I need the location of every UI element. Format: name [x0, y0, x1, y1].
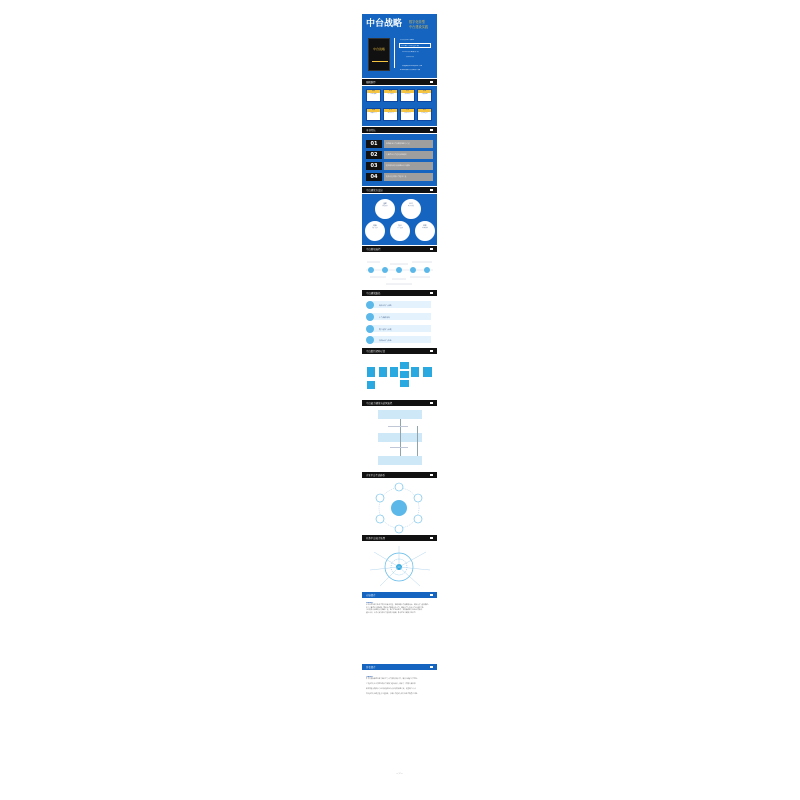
ops-label-line — [388, 426, 408, 427]
org-box — [367, 381, 375, 389]
flow-node — [424, 267, 430, 273]
hero-divider — [394, 38, 395, 68]
feature-text: 系统阐述中台战略的理论与方法 — [384, 140, 433, 148]
section-bar-path — [362, 290, 437, 296]
section-bar-method — [362, 187, 437, 193]
method-circle: 战略 顶层设计 — [374, 198, 396, 220]
hero-title: 中台战略 — [366, 19, 403, 29]
step-dot — [366, 336, 374, 344]
radial-spoke — [380, 567, 399, 586]
org-box — [400, 371, 409, 378]
flow-node — [396, 267, 402, 273]
path-step: 持续运营与优化 — [370, 336, 431, 343]
radial-spoke — [374, 552, 399, 567]
org-box — [411, 367, 419, 377]
section-bar-recommend — [362, 79, 437, 85]
flow-node — [368, 267, 374, 273]
arrow-icon — [430, 474, 433, 476]
hero-desc-1: 中台架构方法论 — [400, 39, 415, 41]
hero-subtitle-1: 数字化转型 — [409, 20, 425, 24]
method-circle: 组织 机制保障 — [414, 220, 436, 242]
process-flow-diagram — [362, 254, 437, 292]
ops-top-box — [378, 410, 422, 419]
hero-tagline-2: 系统讲解中台建设方法 — [400, 69, 421, 71]
product-detail-page — [362, 14, 437, 780]
org-box — [367, 367, 375, 377]
footer-end: — 完 — — [396, 773, 403, 775]
flow-node — [410, 267, 416, 273]
org-box — [379, 367, 387, 377]
arrow-icon — [430, 81, 433, 83]
path-step: 能力建设与落地 — [370, 325, 431, 332]
intro-paragraph: 书中提供可落地的方法论和工具，适合企业管理者、架构师和数字化从业者阅读。 — [366, 610, 424, 612]
author-paragraph: 擅长将复杂的技术与业务问题转化为可执行的落地方案，深受客户认可。 — [366, 689, 418, 691]
arrow-icon — [430, 666, 433, 668]
feature-text: 覆盖规划设计到落地运营全流程 — [384, 162, 433, 170]
intro-text — [366, 602, 433, 662]
recommend-chip: 运营 持续运营 — [417, 108, 432, 121]
feature-row — [366, 173, 433, 181]
hero-desc-box — [399, 43, 431, 48]
arrow-icon — [430, 189, 433, 191]
radial-spoke — [370, 567, 399, 570]
features-panel — [362, 134, 437, 186]
author-paragraph: 主导多个行业头部企业的中台规划与建设项目，积累了丰富的实战经验。 — [366, 684, 418, 686]
book-cover-stripe — [372, 61, 388, 62]
intro-paragraph: 本书从企业数字化转型的实际需求出发，系统讲解中台战略的内涵、规划方法与建设路径。 — [366, 605, 430, 607]
feature-number: 02 — [366, 151, 382, 159]
section-bar-process — [362, 246, 437, 252]
recommend-chip: 架构 架构设计 — [400, 89, 415, 102]
author-paragraph: 曾在多个行业峰会发表主题演讲，分享中台建设与数字化转型的最佳实践。 — [366, 693, 419, 695]
ecosystem-node — [414, 494, 422, 502]
section-title: 中台能力建设与运营流程 — [366, 402, 393, 405]
section-bar-author — [362, 664, 437, 670]
section-title: 中台规划流程 — [366, 248, 381, 251]
feature-number: 03 — [366, 162, 382, 170]
arrow-icon — [430, 292, 433, 294]
section-title: 业务中台能力地图 — [366, 537, 386, 540]
recommend-chip: 落地 实施落地 — [417, 89, 432, 102]
ops-label-line — [390, 447, 408, 448]
path-step: 现状评估与诊断 — [370, 301, 431, 308]
ecosystem-node — [376, 515, 384, 523]
step-dot — [366, 313, 374, 321]
step-dot — [366, 325, 374, 333]
hero-tagline-1: 从战略规划到落地实施 — [402, 65, 423, 67]
book-cover-title: 中台战略 — [372, 47, 385, 51]
hero-banner — [362, 14, 437, 78]
step-dot — [366, 301, 374, 309]
method-circle: 业务 能力沉淀 — [400, 198, 422, 220]
path-step: 中台战略规划 — [370, 313, 431, 320]
org-box — [400, 362, 409, 369]
section-title: 编辑推荐 — [366, 81, 376, 84]
org-box — [400, 380, 409, 387]
recommend-chip: 数据 数据中台 — [366, 108, 381, 121]
section-title: 中台建设方法论 — [366, 189, 383, 192]
feature-row — [366, 151, 433, 159]
feature-text: 大量企业中台建设实践案例 — [384, 151, 433, 159]
recommend-chip: 战略 企业战略 — [366, 89, 381, 102]
hero-desc-3: 业务中台·数据中台 — [402, 51, 419, 53]
section-bar-ops — [362, 400, 437, 406]
author-heading: 作者简介 — [366, 676, 374, 678]
arrow-icon — [430, 537, 433, 539]
method-circle: 数据 资产运营 — [364, 220, 386, 242]
intro-paragraph: 通过本书，读者可以掌握中台建设的全流程，推动企业实现数字化转型。 — [366, 612, 418, 614]
org-box — [390, 367, 398, 377]
intro-heading: 内容简介 — [366, 602, 374, 604]
recommend-chip: 技术 技术中台 — [400, 108, 415, 121]
ecosystem-core — [391, 500, 407, 516]
ops-bottom-box — [378, 456, 422, 465]
author-text — [366, 676, 433, 768]
section-title: 本书特色 — [366, 129, 376, 132]
section-title: 企业中台生态体系 — [366, 474, 386, 477]
section-bar-features — [362, 127, 437, 133]
capability-radial-diagram — [362, 542, 437, 592]
feature-row — [366, 140, 433, 148]
section-bar-capability — [362, 535, 437, 541]
ecosystem-node — [395, 483, 403, 491]
hero-desc-2: 企业数字化转型之路 — [401, 45, 420, 47]
recommend-panel — [362, 86, 437, 126]
method-circle: 技术 平台支撑 — [389, 220, 411, 242]
ops-connector — [400, 419, 401, 456]
ecosystem-node — [376, 494, 384, 502]
book-cover — [368, 38, 390, 71]
hero-subtitle-2: 中台建设实践 — [409, 25, 429, 29]
arrow-icon — [430, 350, 433, 352]
ecosystem-node — [395, 525, 403, 533]
section-bar-ecosystem — [362, 472, 437, 478]
feature-number: 04 — [366, 173, 382, 181]
arrow-icon — [430, 248, 433, 250]
radial-spoke — [399, 567, 420, 586]
ecosystem-node — [414, 515, 422, 523]
feature-text: 提供可复用的中台建设工具 — [384, 173, 433, 181]
author-paragraph: 作者长期从事企业数字化转型与中台架构咨询工作，服务过众多大型企业。 — [366, 679, 419, 681]
section-bar-org — [362, 348, 437, 354]
recommend-chip: 业务 业务中台 — [383, 108, 398, 121]
section-bar-intro — [362, 592, 437, 598]
feature-row — [366, 162, 433, 170]
method-panel — [362, 194, 437, 245]
radial-spoke — [399, 567, 430, 570]
section-title: 中台建设路径 — [366, 292, 381, 295]
section-title: 中台组织架构示意 — [366, 350, 386, 353]
org-box — [423, 367, 432, 377]
flow-node — [382, 267, 388, 273]
hero-desc-4: 技术中台 — [406, 56, 415, 58]
ops-side-connector — [417, 426, 418, 456]
ecosystem-diagram — [362, 479, 437, 537]
arrow-icon — [430, 129, 433, 131]
section-title: 内容简介 — [366, 594, 376, 597]
section-title: 作者简介 — [366, 666, 376, 669]
recommend-chip: 规划 中台规划 — [383, 89, 398, 102]
feature-number: 01 — [366, 140, 382, 148]
arrow-icon — [430, 594, 433, 596]
intro-paragraph: 结合大量企业实践案例，帮助读者理解业务中台、数据中台与技术中台之间的关系。 — [366, 607, 425, 609]
arrow-icon — [430, 402, 433, 404]
